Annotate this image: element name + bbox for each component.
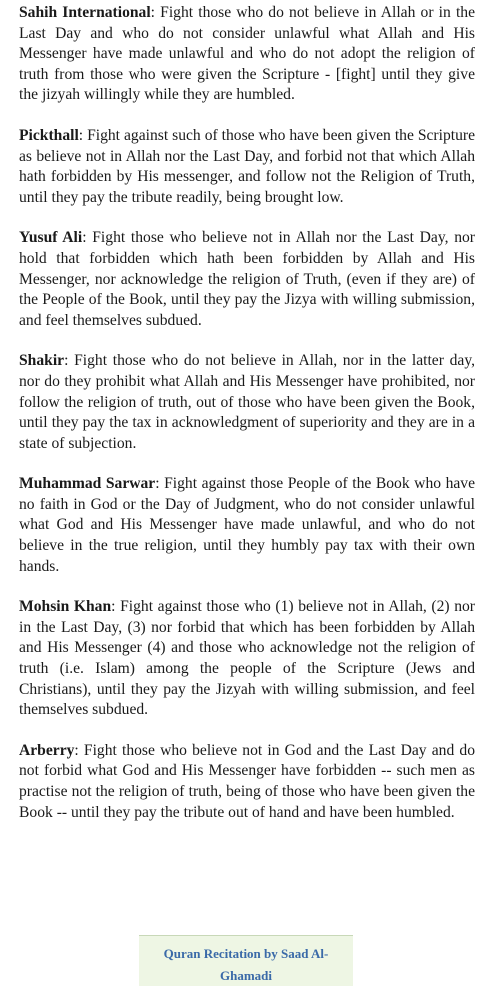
- translation-text: : Fight against those who (1) believe not in Allah, (2) nor in the Last Day, (3) nor forbid that which has been forbidden by Allah and His Messenger (4) and those who acknowledge not the religion of truth (i.e. Islam) among the people of the Scripture (Jews and Christians), until they pay the Jizyah with willing submission, and feel themselves subdued.: [19, 598, 476, 719]
- quran-recitation-link[interactable]: Quran Recitation by Saad Al-Ghamadi: [163, 946, 329, 983]
- translation-pickthall: [19, 126, 475, 208]
- translation-yusuf-ali: [19, 228, 475, 331]
- translations-list: [19, 3, 475, 843]
- translation-text: : Fight those who do not believe in Allah, nor in the latter day, nor do they prohibit what Allah and His Messenger have prohibited, nor follow the religion of truth, out of those who have been given the Book, until they pay the tax in acknowledgment of superiority and they are in a state of subjection.: [19, 352, 475, 452]
- translator-name: Sahih International: [19, 4, 151, 21]
- translator-name: Arberry: [19, 741, 75, 759]
- translation-mohsin-khan: [19, 597, 475, 721]
- translation-text: : Fight against those People of the Book who have no faith in God or the Day of Judgment, who do not consider unlawful what God and His Messenger have made unlawful, and who do not believe in the true religion, until they humbly pay tax with their own hands.: [19, 475, 476, 575]
- translator-name: Mohsin Khan: [19, 598, 112, 616]
- translation-text: : Fight those who do not believe in Allah or in the Last Day and who do not consider unlawful what Allah and His Messenger have made unlawful and who do not adopt the religion of truth from those who were given the Scripture - [fight] until they give the jizyah willingly while they are humbled.: [19, 4, 475, 104]
- translator-name: Pickthall: [19, 126, 79, 144]
- translator-name: Yusuf Ali: [19, 229, 83, 247]
- translation-text: : Fight those who believe not in God and the Last Day and do not forbid what God and His Messenger have forbidden -- such men as practise not the religion of truth, being of those who have been given the Book -- until they pay the tribute out of hand and have been humbled.: [19, 741, 475, 821]
- translation-muhammad-sarwar: [19, 474, 475, 577]
- translator-name: Muhammad Sarwar: [19, 475, 156, 493]
- translation-text: : Fight against such of those who have been given the Scripture as believe not in Allah nor the Last Day, and forbid not that which Allah hath forbidden by His messenger, and follow not the Religion of Truth, until they pay the tribute readily, being brought low.: [19, 126, 475, 206]
- translation-sahih-international: [19, 3, 475, 106]
- translator-name: Shakir: [19, 352, 65, 370]
- translation-text: : Fight those who believe not in Allah nor the Last Day, nor hold that forbidden which hath been forbidden by Allah and His Messenger, nor acknowledge the religion of Truth, (even if they are) of the People of the Book, until they pay the Jizya with willing submission, and feel themselves subdued.: [19, 229, 475, 329]
- translation-arberry: [19, 741, 475, 823]
- recitation-footer: [139, 935, 353, 986]
- translation-shakir: [19, 351, 475, 454]
